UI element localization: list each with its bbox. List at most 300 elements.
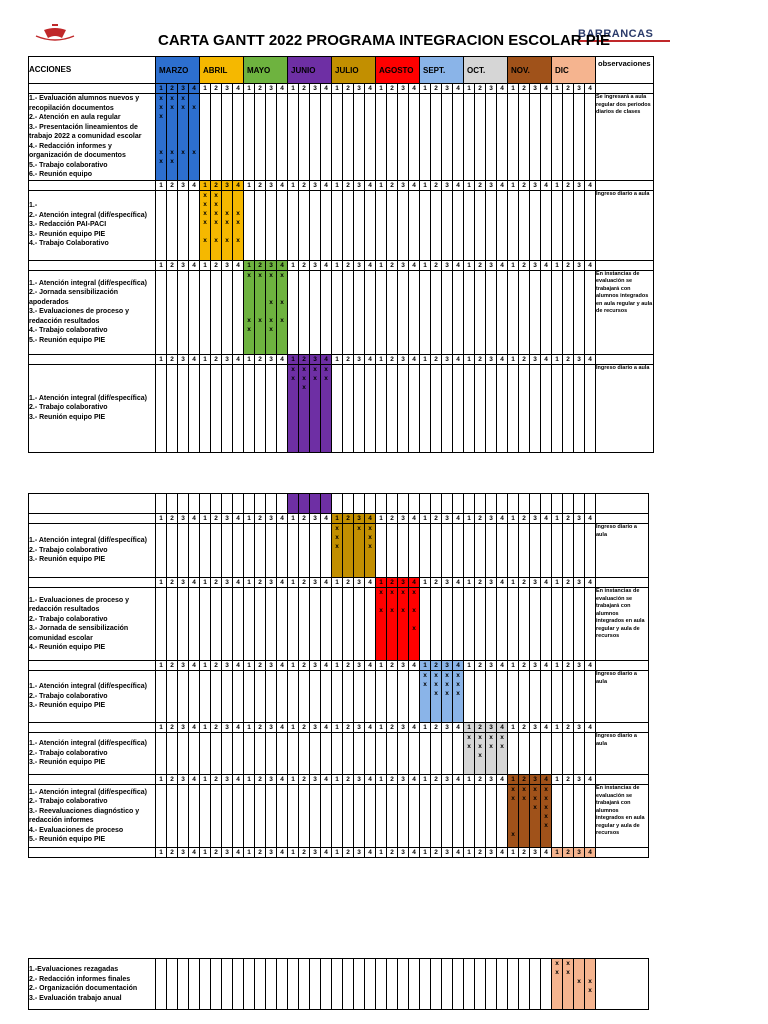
week-cell — [277, 270, 288, 354]
week-number: 4 — [365, 578, 376, 588]
week-cell — [563, 94, 574, 181]
week-cell — [266, 671, 277, 723]
week-cell — [431, 94, 442, 181]
week-cell — [420, 733, 431, 775]
week-cell — [222, 190, 233, 260]
week-cell — [530, 494, 541, 514]
month-header: MAYO — [244, 57, 288, 84]
week-cell — [156, 494, 167, 514]
week-number: 3 — [530, 84, 541, 94]
week-number: 2 — [211, 578, 222, 588]
week-number: 3 — [574, 354, 585, 364]
week-number: 1 — [552, 84, 563, 94]
week-number: 4 — [585, 723, 596, 733]
week-cell — [321, 785, 332, 848]
week-number: 1 — [464, 514, 475, 524]
week-cell — [431, 959, 442, 1010]
week-number: 3 — [442, 514, 453, 524]
week-cell — [398, 959, 409, 1010]
week-cell — [266, 494, 277, 514]
week-cell — [222, 524, 233, 578]
week-number: 4 — [409, 260, 420, 270]
activity-row — [29, 524, 649, 578]
week-cell — [321, 494, 332, 514]
week-cell — [486, 785, 497, 848]
week-cell — [288, 733, 299, 775]
week-number: 2 — [387, 848, 398, 858]
week-cell — [288, 785, 299, 848]
week-number: 2 — [211, 84, 222, 94]
week-cell — [563, 959, 574, 1010]
week-number: 3 — [354, 661, 365, 671]
week-number: 1 — [288, 514, 299, 524]
week-number: 3 — [442, 723, 453, 733]
week-cell — [200, 588, 211, 661]
week-number: 1 — [244, 775, 255, 785]
week-number: 3 — [486, 354, 497, 364]
week-number: 2 — [167, 578, 178, 588]
week-cell — [189, 364, 200, 452]
week-cell — [189, 524, 200, 578]
week-cell — [178, 190, 189, 260]
week-cell — [497, 270, 508, 354]
activity-marks: x x — [555, 960, 559, 976]
gantt-table-2 — [28, 493, 649, 858]
week-cell — [299, 959, 310, 1010]
week-number: 3 — [222, 180, 233, 190]
week-cell — [365, 364, 376, 452]
week-cell — [442, 588, 453, 661]
week-number: 4 — [277, 723, 288, 733]
week-number: 2 — [343, 661, 354, 671]
week-number: 1 — [332, 354, 343, 364]
week-cell — [211, 494, 222, 514]
week-cell — [244, 494, 255, 514]
week-number: 2 — [167, 180, 178, 190]
week-number: 3 — [266, 84, 277, 94]
week-number: 2 — [519, 775, 530, 785]
week-number: 2 — [299, 354, 310, 364]
week-number: 4 — [585, 180, 596, 190]
week-cell — [167, 588, 178, 661]
week-cell — [343, 524, 354, 578]
week-number: 4 — [189, 723, 200, 733]
week-number: 2 — [167, 260, 178, 270]
week-number: 2 — [211, 848, 222, 858]
week-number: 3 — [530, 661, 541, 671]
week-number: 2 — [211, 661, 222, 671]
activity-marks: x x x — [434, 672, 438, 697]
week-cell — [541, 733, 552, 775]
week-cell — [299, 94, 310, 181]
week-number: 4 — [365, 260, 376, 270]
week-number: 3 — [486, 661, 497, 671]
week-cell — [354, 785, 365, 848]
week-number: 2 — [299, 578, 310, 588]
week-number: 2 — [563, 84, 574, 94]
week-cell — [244, 524, 255, 578]
week-cell — [233, 190, 244, 260]
week-cell — [409, 190, 420, 260]
week-number: 4 — [189, 354, 200, 364]
week-number: 4 — [277, 514, 288, 524]
week-number: 2 — [211, 260, 222, 270]
month-header: AGOSTO — [376, 57, 420, 84]
week-number: 1 — [156, 514, 167, 524]
week-number: 1 — [288, 84, 299, 94]
week-number: 2 — [519, 180, 530, 190]
activity-marks: x x — [522, 786, 526, 802]
week-number: 4 — [365, 775, 376, 785]
week-cell — [299, 671, 310, 723]
week-number: 4 — [585, 578, 596, 588]
week-cell — [167, 190, 178, 260]
week-cell — [288, 671, 299, 723]
week-cell — [266, 270, 277, 354]
week-cell — [277, 364, 288, 452]
week-cell — [365, 733, 376, 775]
week-number: 2 — [167, 661, 178, 671]
week-number: 1 — [376, 260, 387, 270]
week-cell — [398, 494, 409, 514]
week-cell — [409, 524, 420, 578]
week-cell — [541, 785, 552, 848]
week-number: 4 — [321, 661, 332, 671]
week-cell — [508, 190, 519, 260]
week-cell — [288, 364, 299, 452]
week-number: 1 — [464, 578, 475, 588]
week-number: 2 — [475, 661, 486, 671]
week-cell — [354, 94, 365, 181]
week-cell — [530, 959, 541, 1010]
week-cell — [343, 190, 354, 260]
activity-marks: x x x — [511, 786, 515, 838]
observations-header: observaciones — [596, 57, 654, 84]
week-cell — [585, 524, 596, 578]
week-cell — [299, 270, 310, 354]
continuation-row — [29, 494, 649, 514]
week-cell — [255, 94, 266, 181]
week-number: 1 — [288, 260, 299, 270]
week-cell — [222, 270, 233, 354]
week-cell — [398, 785, 409, 848]
week-cell — [167, 494, 178, 514]
week-number: 3 — [530, 260, 541, 270]
week-cell — [167, 364, 178, 452]
week-number: 4 — [497, 354, 508, 364]
week-cell — [178, 94, 189, 181]
week-number: 3 — [486, 84, 497, 94]
week-cell — [211, 733, 222, 775]
week-number: 2 — [475, 848, 486, 858]
week-number: 3 — [354, 723, 365, 733]
week-number: 3 — [442, 180, 453, 190]
activity-marks: x x — [489, 734, 493, 750]
week-cell — [475, 494, 486, 514]
actions-cell: 1.- Evaluaciones de proceso y redacción resultados 2.- Trabajo colaborativo 3.- Jornada de sensibilización comunidad escolar 4.- Reunión equipo PIE — [29, 588, 156, 661]
week-number: 4 — [541, 354, 552, 364]
obs-blank — [596, 354, 654, 364]
week-number: 2 — [343, 578, 354, 588]
week-number: 1 — [420, 848, 431, 858]
activity-marks: x x x x x — [544, 786, 548, 829]
week-number: 4 — [365, 84, 376, 94]
week-cell — [398, 190, 409, 260]
week-cell — [178, 524, 189, 578]
week-number: 4 — [233, 775, 244, 785]
week-cell — [365, 959, 376, 1010]
week-number-row — [29, 354, 654, 364]
week-number: 2 — [343, 723, 354, 733]
week-number: 4 — [189, 84, 200, 94]
week-number: 4 — [321, 354, 332, 364]
week-cell — [464, 588, 475, 661]
week-cell — [530, 94, 541, 181]
week-number: 2 — [211, 723, 222, 733]
week-number: 3 — [398, 514, 409, 524]
week-cell — [222, 671, 233, 723]
week-cell — [365, 785, 376, 848]
week-cell — [387, 588, 398, 661]
week-cell — [255, 785, 266, 848]
week-cell — [189, 94, 200, 181]
activity-row — [29, 785, 649, 848]
week-cell — [453, 364, 464, 452]
week-number: 2 — [255, 84, 266, 94]
week-number: 1 — [288, 578, 299, 588]
week-cell — [178, 785, 189, 848]
week-number: 4 — [277, 354, 288, 364]
week-cell — [277, 785, 288, 848]
week-number: 4 — [453, 661, 464, 671]
week-number: 1 — [508, 578, 519, 588]
week-cell — [156, 190, 167, 260]
week-cell — [310, 588, 321, 661]
week-cell — [552, 733, 563, 775]
week-number: 4 — [585, 260, 596, 270]
week-cell — [365, 588, 376, 661]
activity-row — [29, 364, 654, 452]
week-cell — [354, 671, 365, 723]
week-cell — [376, 671, 387, 723]
week-number: 2 — [211, 514, 222, 524]
week-cell — [321, 959, 332, 1010]
week-number: 3 — [266, 775, 277, 785]
week-number: 1 — [508, 723, 519, 733]
week-number: 1 — [464, 723, 475, 733]
week-cell — [321, 364, 332, 452]
week-cell — [255, 494, 266, 514]
week-cell — [475, 94, 486, 181]
week-number: 2 — [563, 578, 574, 588]
week-cell — [574, 524, 585, 578]
week-cell — [431, 785, 442, 848]
week-cell — [332, 959, 343, 1010]
week-number: 4 — [321, 775, 332, 785]
week-cell — [486, 733, 497, 775]
week-cell — [277, 524, 288, 578]
week-cell — [563, 190, 574, 260]
week-number: 4 — [321, 514, 332, 524]
activity-marks: x x x — [225, 209, 229, 244]
week-cell — [266, 588, 277, 661]
week-number: 1 — [244, 84, 255, 94]
week-number: 2 — [343, 514, 354, 524]
week-cell — [464, 671, 475, 723]
week-number: 1 — [156, 354, 167, 364]
week-number: 1 — [244, 723, 255, 733]
week-number: 1 — [508, 775, 519, 785]
week-cell — [288, 959, 299, 1010]
week-number: 2 — [519, 514, 530, 524]
week-cell — [519, 524, 530, 578]
week-number: 1 — [552, 661, 563, 671]
week-number: 1 — [552, 775, 563, 785]
week-number: 2 — [519, 578, 530, 588]
week-cell — [233, 959, 244, 1010]
activity-marks: x x — [324, 365, 328, 382]
week-number: 4 — [233, 848, 244, 858]
week-cell — [508, 524, 519, 578]
week-number: 1 — [200, 723, 211, 733]
week-cell — [420, 494, 431, 514]
week-number: 3 — [178, 180, 189, 190]
week-number: 3 — [574, 723, 585, 733]
week-number: 2 — [387, 354, 398, 364]
week-cell — [508, 959, 519, 1010]
week-cell — [343, 94, 354, 181]
week-cell — [552, 270, 563, 354]
obs-blank — [596, 848, 649, 858]
week-number: 1 — [376, 514, 387, 524]
week-cell — [387, 364, 398, 452]
week-cell — [431, 270, 442, 354]
week-cell — [574, 785, 585, 848]
week-cell — [299, 785, 310, 848]
week-cell — [233, 671, 244, 723]
week-number: 4 — [321, 84, 332, 94]
week-number: 4 — [453, 180, 464, 190]
week-cell — [211, 959, 222, 1010]
week-number: 4 — [189, 514, 200, 524]
week-number: 1 — [420, 84, 431, 94]
week-number: 4 — [585, 848, 596, 858]
observation-cell: En instancias de evaluación se trabajará con alumnos integrados en aula regular y aula de recursos — [596, 785, 649, 848]
week-number: 4 — [585, 84, 596, 94]
week-number: 2 — [167, 775, 178, 785]
week-number: 1 — [156, 775, 167, 785]
week-cell — [508, 785, 519, 848]
week-cell — [255, 270, 266, 354]
week-cell — [211, 785, 222, 848]
week-cell — [585, 785, 596, 848]
week-cell — [585, 94, 596, 181]
week-number: 4 — [585, 775, 596, 785]
activity-row — [29, 671, 649, 723]
week-number: 1 — [464, 260, 475, 270]
week-cell — [288, 270, 299, 354]
week-number: 2 — [387, 84, 398, 94]
week-cell — [486, 494, 497, 514]
week-number: 3 — [442, 84, 453, 94]
week-number: 3 — [530, 354, 541, 364]
week-number: 2 — [431, 775, 442, 785]
week-number: 3 — [398, 578, 409, 588]
week-cell — [244, 588, 255, 661]
week-number: 1 — [332, 775, 343, 785]
activity-marks: x x x — [456, 672, 460, 697]
week-cell — [365, 494, 376, 514]
week-number: 4 — [277, 848, 288, 858]
week-cell — [541, 364, 552, 452]
week-number: 2 — [255, 354, 266, 364]
week-cell — [156, 733, 167, 775]
week-number: 1 — [508, 661, 519, 671]
week-number: 2 — [343, 84, 354, 94]
week-number: 3 — [178, 775, 189, 785]
week-cell — [497, 524, 508, 578]
week-cell — [376, 364, 387, 452]
week-cell — [365, 671, 376, 723]
week-number: 1 — [420, 661, 431, 671]
week-number: 2 — [255, 514, 266, 524]
week-number: 2 — [255, 180, 266, 190]
week-cell — [266, 364, 277, 452]
week-cell — [519, 671, 530, 723]
week-number: 3 — [178, 723, 189, 733]
week-cell — [442, 364, 453, 452]
week-number: 4 — [233, 514, 244, 524]
week-cell — [563, 785, 574, 848]
week-number-row — [29, 578, 649, 588]
week-cell — [464, 364, 475, 452]
week-cell — [299, 588, 310, 661]
week-cell — [563, 364, 574, 452]
week-cell — [376, 494, 387, 514]
week-number: 3 — [530, 723, 541, 733]
week-number-row — [29, 661, 649, 671]
week-number: 1 — [552, 723, 563, 733]
week-cell — [574, 671, 585, 723]
week-cell — [420, 588, 431, 661]
week-cell — [585, 588, 596, 661]
week-number: 2 — [475, 180, 486, 190]
week-cell — [244, 270, 255, 354]
week-cell — [552, 364, 563, 452]
activity-marks: x x x x x — [203, 191, 207, 244]
week-cell — [354, 524, 365, 578]
week-number: 4 — [453, 514, 464, 524]
week-cell — [244, 785, 255, 848]
week-cell — [387, 494, 398, 514]
week-cell — [497, 364, 508, 452]
week-cell — [530, 190, 541, 260]
actions-cell: 1.-Evaluaciones rezagadas 2.- Redacción informes finales 2.- Organización documentación 3.- Evaluación trabajo anual — [29, 959, 156, 1010]
week-number: 4 — [365, 723, 376, 733]
week-cell — [178, 270, 189, 354]
week-number: 2 — [255, 775, 266, 785]
activity-marks: x x — [192, 104, 196, 156]
week-number: 1 — [332, 661, 343, 671]
week-cell — [541, 494, 552, 514]
week-number: 2 — [299, 260, 310, 270]
week-number: 4 — [497, 661, 508, 671]
week-cell — [486, 94, 497, 181]
week-cell — [442, 94, 453, 181]
week-number: 4 — [453, 260, 464, 270]
week-cell — [552, 190, 563, 260]
week-cell — [233, 364, 244, 452]
